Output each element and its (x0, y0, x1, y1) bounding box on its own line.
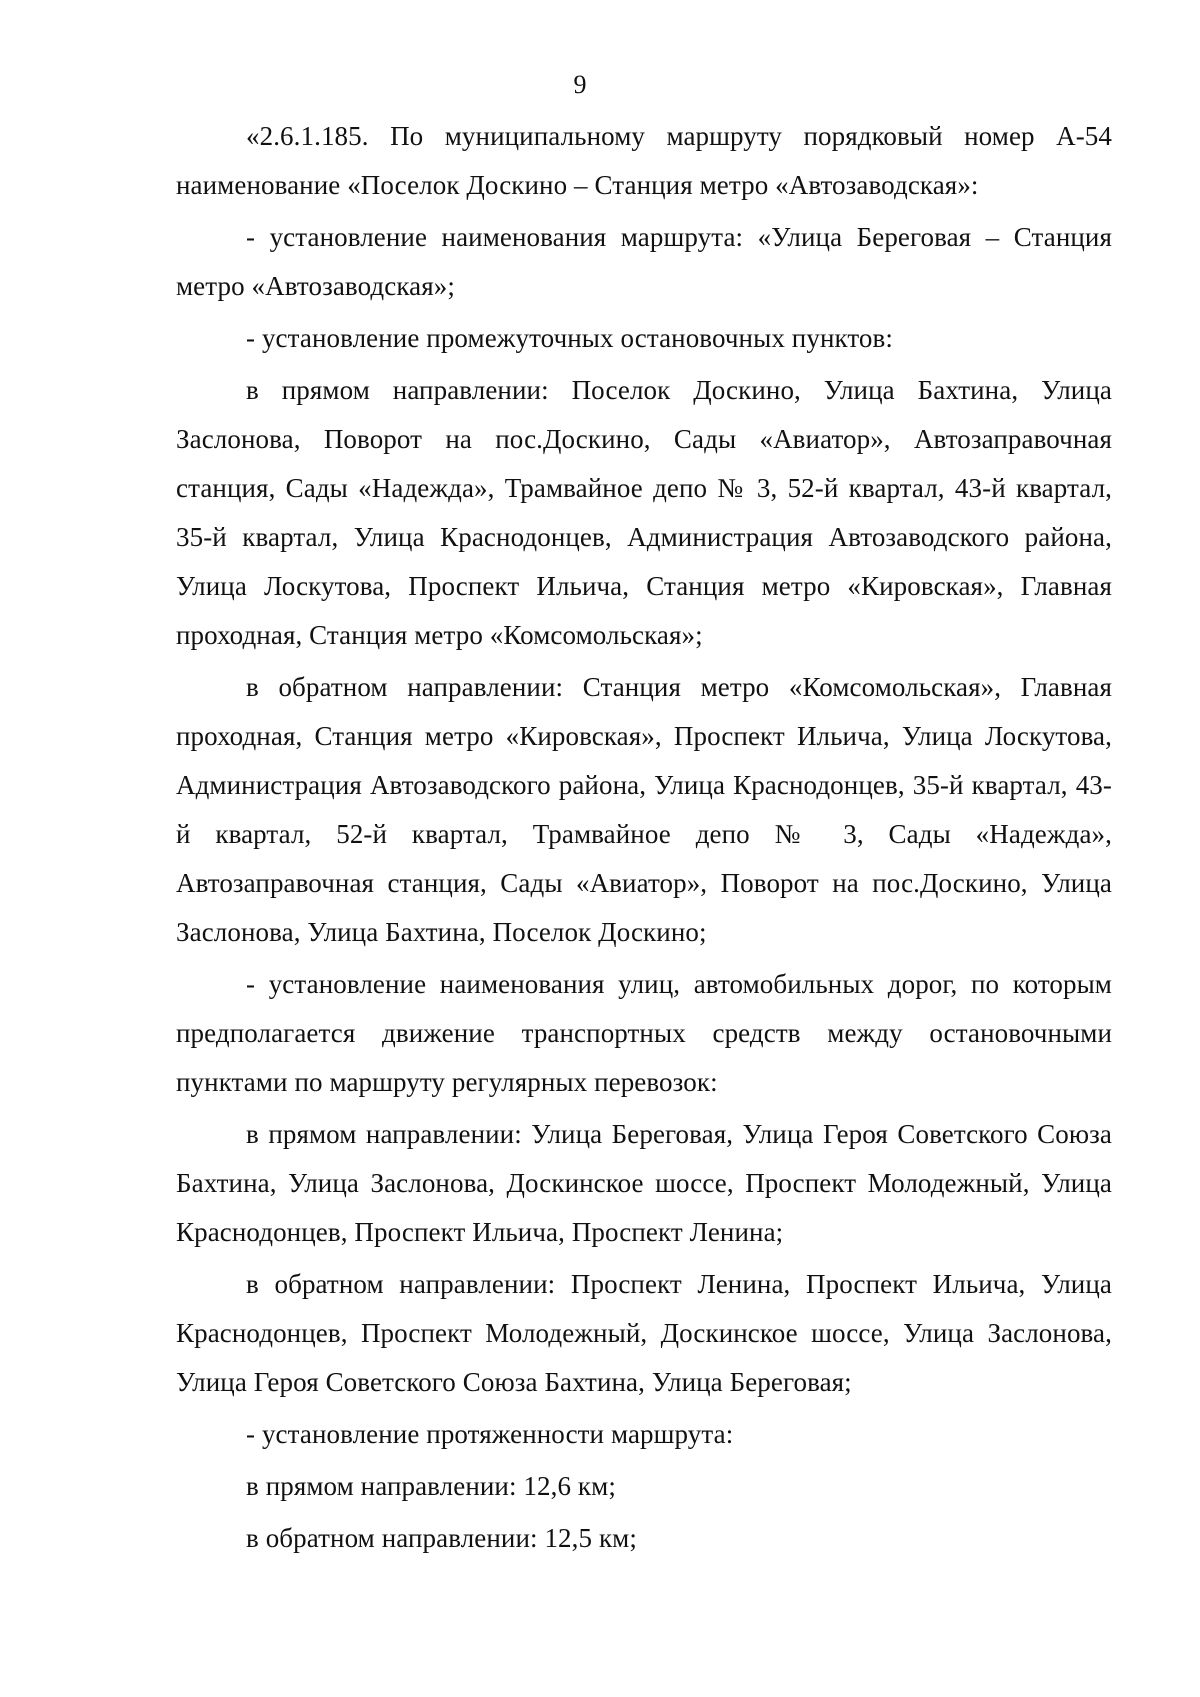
paragraph-length-backward: в обратном направлении: 12,5 км; (246, 1523, 637, 1553)
paragraph-route-heading: «2.6.1.185. По муниципальному маршруту порядковый номер А-54 наименование «Поселок Доскино – Станция метро «Автозаводская»: (176, 121, 1112, 200)
paragraph-streets-forward: в прямом направлении: Улица Береговая, Улица Героя Советского Союза Бахтина, Улица Заслонова, Доскинское шоссе, Проспект Молодежный, Улица Краснодонцев, Проспект Ильича, Проспект Ленина; (176, 1119, 1112, 1247)
paragraph-streets-backward: в обратном направлении: Проспект Ленина, Проспект Ильича, Улица Краснодонцев, Проспект Молодежный, Доскинское шоссе, Улица Заслонова, Улица Героя Советского Союза Бахтина, Улица Береговая; (176, 1269, 1112, 1397)
paragraph-stops-heading: - установление промежуточных остановочных пунктов: (246, 323, 893, 353)
paragraph-stops-forward: в прямом направлении: Поселок Доскино, Улица Бахтина, Улица Заслонова, Поворот на пос.Доскино, Сады «Авиатор», Автозаправочная станция, Сады «Надежда», Трамвайное депо № 3, 52-й квартал, 43-й квартал, 35-й квартал, Улица Краснодонцев, Администрация Автозаводского района, Улица Лоскутова, Проспект Ильича, Станция метро «Кировская», Главная проходная, Станция метро «Комсомольская»; (176, 375, 1112, 650)
paragraph-length-heading: - установление протяженности маршрута: (246, 1419, 734, 1449)
paragraph-length-forward: в прямом направлении: 12,6 км; (246, 1471, 616, 1501)
paragraph-route-name: - установление наименования маршрута: «Улица Береговая – Станция метро «Автозаводская»; (176, 222, 1112, 301)
page-number: 9 (573, 70, 587, 99)
paragraph-stops-backward: в обратном направлении: Станция метро «Комсомольская», Главная проходная, Станция метро «Кировская», Проспект Ильича, Улица Лоскутова, Администрация Автозаводского района, Улица Краснодонцев, 35-й квартал, 43-й квартал, 52-й квартал, Трамвайное депо № 3, Сады «Надежда», Автозаправочная станция, Сады «Авиатор», Поворот на пос.Доскино, Улица Заслонова, Улица Бахтина, Поселок Доскино; (176, 672, 1112, 947)
document-body (176, 112, 1112, 1566)
paragraph-streets-heading: - установление наименования улиц, автомобильных дорог, по которым предполагается движение транспортных средств между остановочными пунктами по маршруту регулярных перевозок: (176, 969, 1112, 1097)
